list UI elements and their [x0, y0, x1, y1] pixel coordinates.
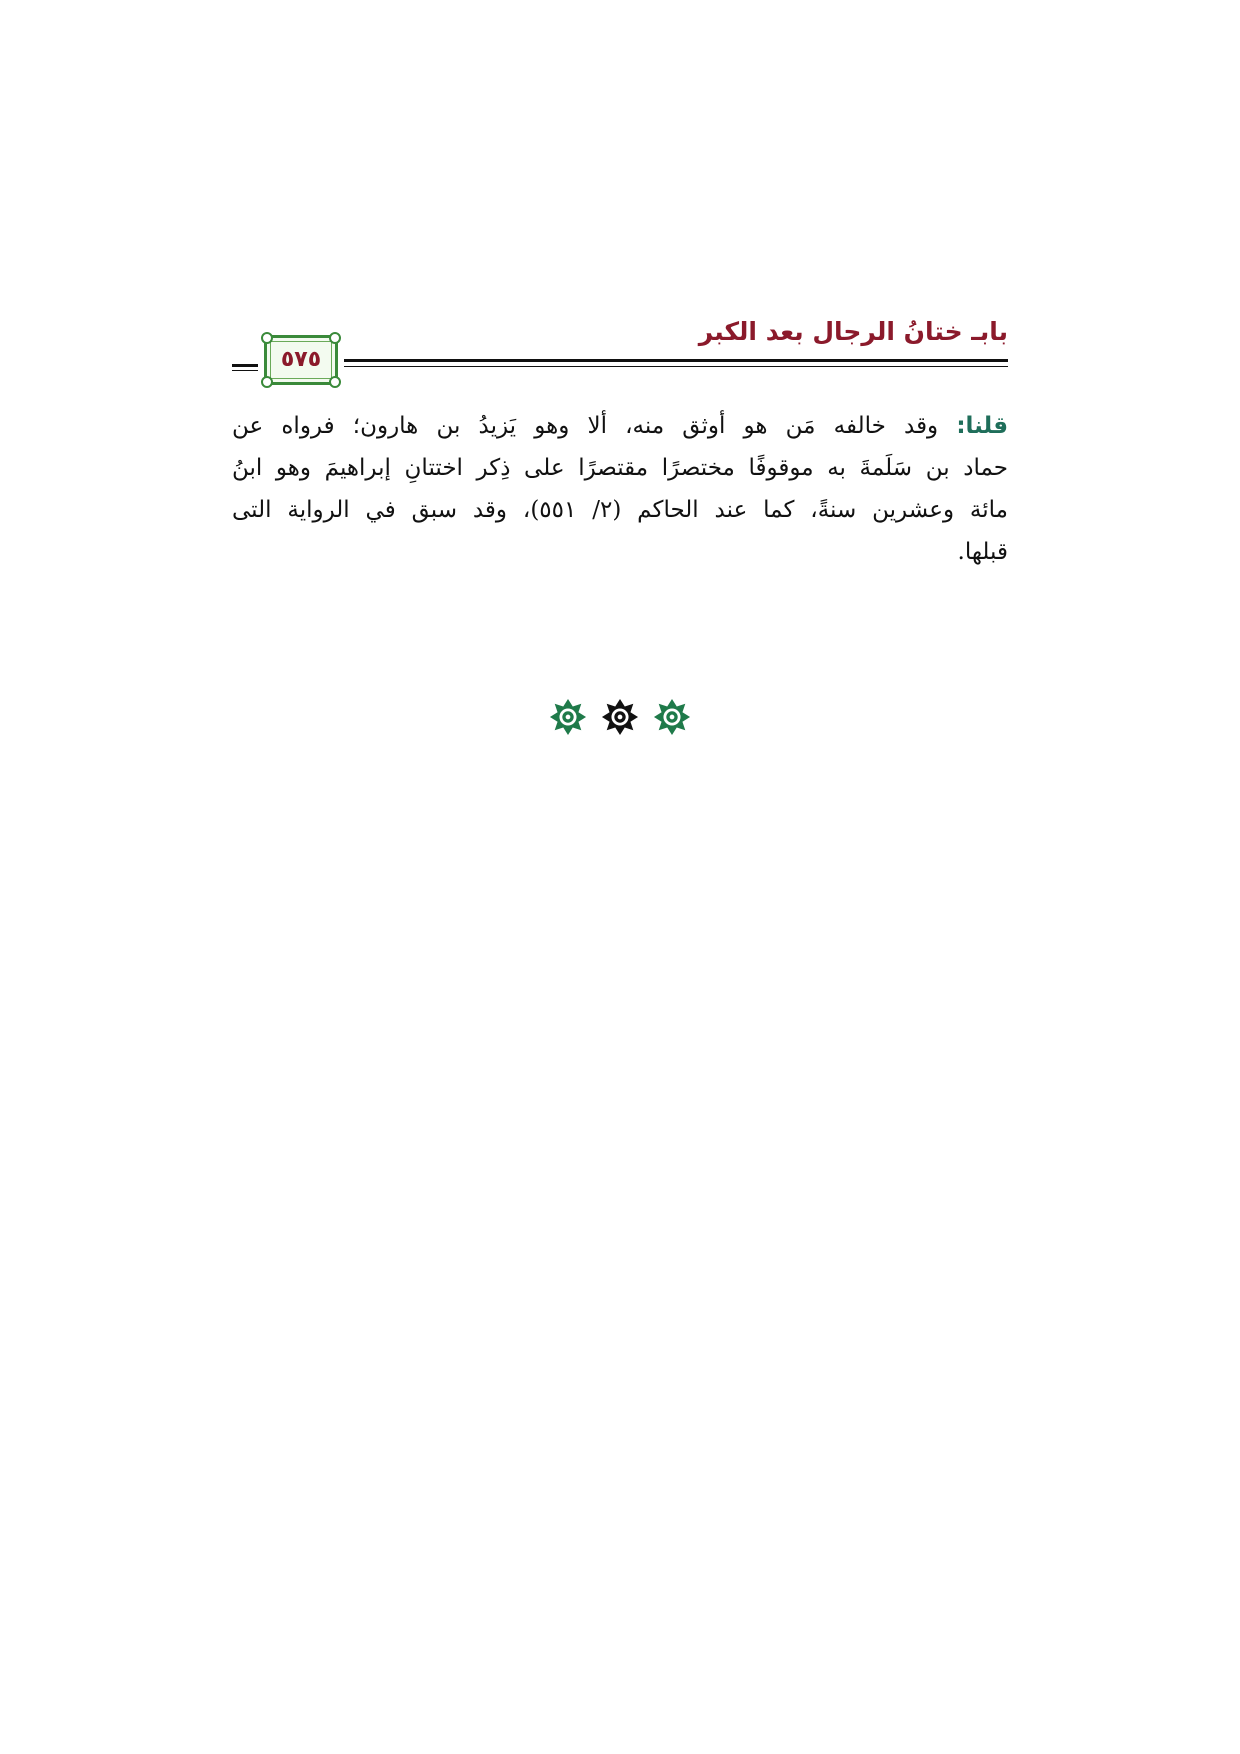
body-line — [232, 405, 1008, 447]
chapter-title: بابـ ختانُ الرجال بعد الكبر — [698, 317, 1008, 346]
frame-corner-ornament-icon — [329, 376, 341, 388]
ornament-shape — [654, 699, 690, 735]
body-paragraph — [232, 405, 1008, 573]
ornament-shape — [550, 699, 586, 735]
section-divider-ornaments — [0, 698, 1240, 742]
page-number-frame — [264, 335, 338, 385]
body-line: مائة وعشرين سنةً، كما عند الحاكم (٢/ ٥٥١)، وقد سبق في الرواية التى — [232, 497, 1008, 523]
page-number: ٥٧٥ — [280, 347, 322, 372]
black-star-ornament-icon — [601, 698, 639, 736]
green-star-ornament-icon — [653, 698, 691, 736]
ornament-shape — [602, 699, 638, 735]
frame-corner-ornament-icon — [261, 376, 273, 388]
frame-corner-ornament-icon — [261, 332, 273, 344]
frame-corner-ornament-icon — [329, 332, 341, 344]
header-rule-right — [344, 359, 1008, 362]
header-rule-right-thin — [344, 366, 1008, 367]
header-rule-left-thin — [232, 370, 258, 371]
page-header — [232, 315, 1008, 391]
body-line-text: وقد خالفه مَن هو أوثق منه، ألا وهو يَزيدُ بن هارون؛ فرواه عن — [232, 413, 939, 439]
body-line: قبلها. — [957, 539, 1008, 565]
green-star-ornament-icon — [549, 698, 587, 736]
body-line: حماد بن سَلَمةَ به موقوفًا مختصرًا مقتصرًا على ذِكر اختتانِ إبراهيمَ وهو ابنُ — [232, 455, 1008, 481]
header-rule-left — [232, 364, 258, 367]
lead-word: قلنا: — [956, 413, 1008, 439]
